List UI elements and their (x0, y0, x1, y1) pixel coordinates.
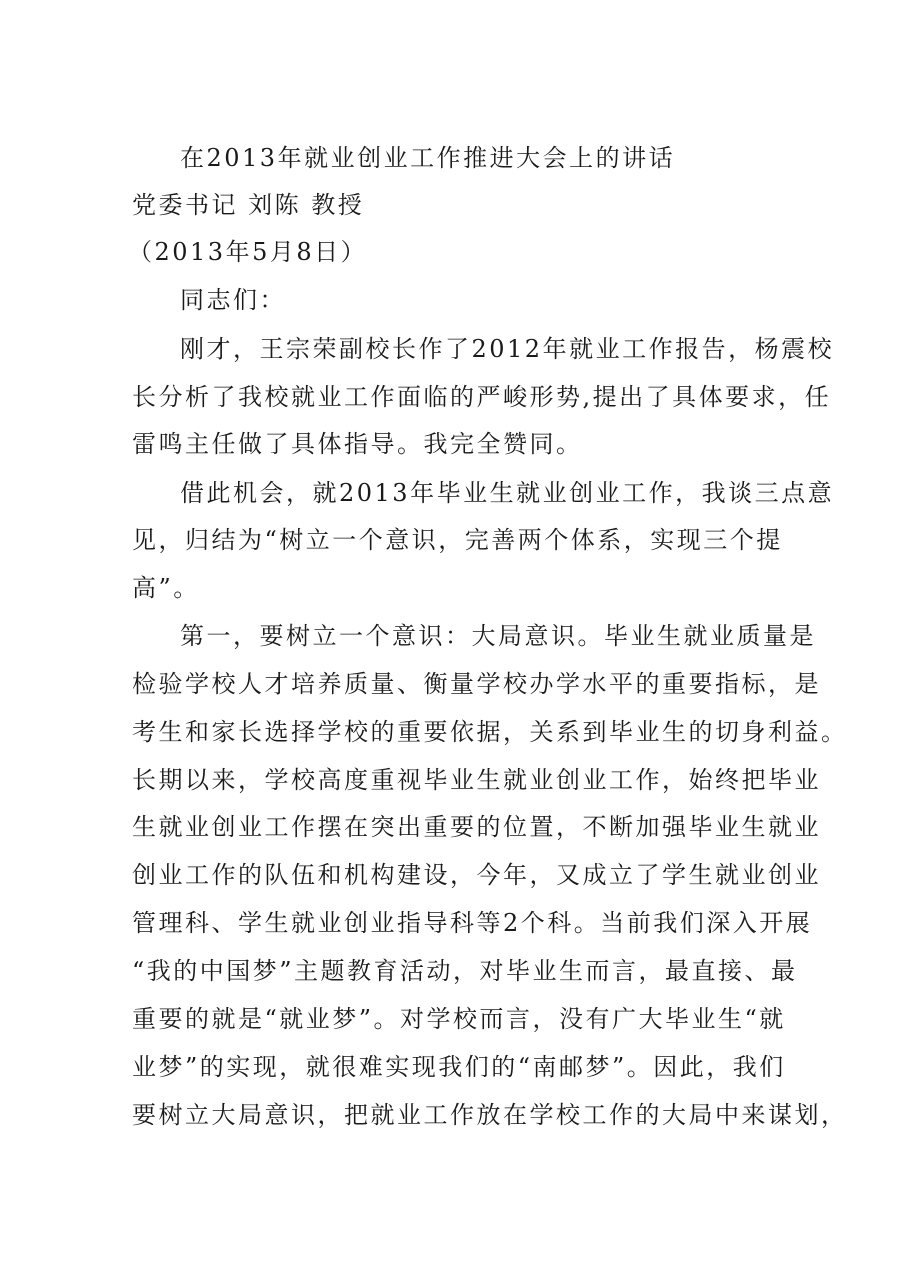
paragraph-line: 长分析了我校就业工作面临的严峻形势,提出了具体要求，任 (132, 383, 832, 411)
speech-title: 在2013年就业创业工作推进大会上的讲话 (180, 144, 676, 172)
paragraph-line: 管理科、学生就业创业指导科等2个科。当前我们深入开展 (132, 909, 813, 937)
paragraph-line: 重要的就是“就业梦”。对学校而言，没有广大毕业生“就 (132, 1005, 786, 1033)
speaker-line: 党委书记 刘陈 教授 (132, 191, 365, 219)
paragraph-line: 雷鸣主任做了具体指导。我完全赞同。 (132, 430, 583, 458)
paragraph-line: “我的中国梦”主题教育活动，对毕业生而言，最直接、最 (132, 957, 798, 985)
paragraph-line: 见，归结为“树立一个意识，完善两个体系，实现三个提 (132, 526, 783, 554)
paragraph-line: 考生和家长选择学校的重要依据，关系到毕业生的切身利益。 (132, 718, 848, 746)
paragraph-line: 检验学校人才培养质量、衡量学校办学水平的重要指标，是 (132, 670, 821, 698)
paragraph-line: 第一，要树立一个意识：大局意识。毕业生就业质量是 (180, 622, 816, 650)
paragraph-line: 创业工作的队伍和机构建设，今年，又成立了学生就业创业 (132, 861, 821, 889)
paragraph-line: 刚才，王宗荣副校长作了2012年就业工作报告，杨震校 (180, 335, 835, 363)
paragraph-line: 高”。 (132, 574, 200, 602)
paragraph-line: 生就业创业工作摆在突出重要的位置，不断加强毕业生就业 (132, 813, 821, 841)
salutation: 同志们： (180, 286, 286, 314)
paragraph-line: 借此机会，就2013年毕业生就业创业工作，我谈三点意 (180, 479, 835, 507)
paragraph-line: 要树立大局意识，把就业工作放在学校工作的大局中来谋划， (132, 1101, 848, 1129)
date-line: （2013年5月8日） (128, 238, 368, 266)
paragraph-line: 长期以来，学校高度重视毕业生就业创业工作，始终把毕业 (132, 766, 821, 794)
paragraph-line: 业梦”的实现，就很难实现我们的“南邮梦”。因此，我们 (132, 1053, 786, 1081)
